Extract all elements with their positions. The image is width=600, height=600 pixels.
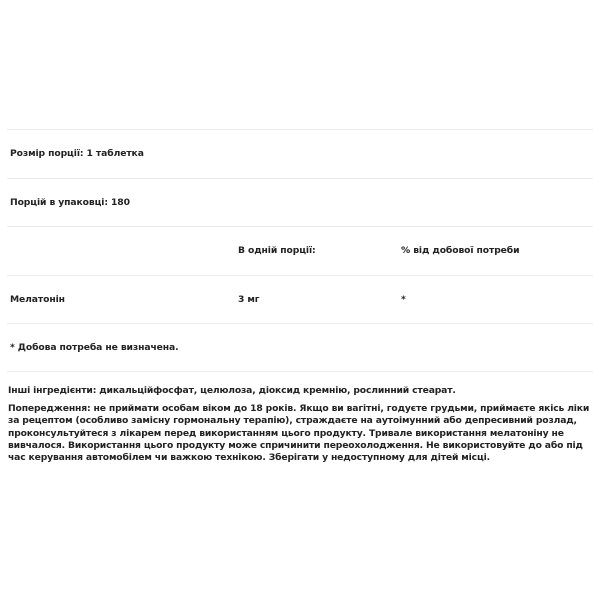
footnote-row bbox=[7, 323, 593, 372]
warning-text: Попередження: не приймати особам віком до 18 років. Якщо ви вагітні, годуєте грудьми, приймаєте якісь ліки за рецептом (особливо замісну гормональну терапію), страждаєте на аутоімунний або депресивний розлад, проконсультуйтеся з лікарем перед використанням цього продукту. Тривале використання мелатоніну не вивчалося. Використання цього продукту може спричинити переохолодження. Не використовуйте до або під час керування автомобілем чи важкою технікою. Зберігати у недоступному для дітей місці. bbox=[8, 403, 590, 464]
header-daily-value: % від добової потреби bbox=[401, 245, 520, 256]
table-header-row bbox=[7, 226, 593, 275]
supplement-facts-table bbox=[7, 129, 593, 372]
header-per-serving: В одній порції: bbox=[238, 245, 316, 256]
servings-per-container: Порцій в упаковці: 180 bbox=[10, 196, 130, 208]
product-notes bbox=[8, 385, 598, 470]
serving-size-row bbox=[7, 129, 593, 178]
other-ingredients: Інші інгредієнти: дикальційфосфат, целюлоза, діоксид кремнію, рослинний стеарат. bbox=[8, 385, 456, 396]
ingredient-daily-value: * bbox=[401, 293, 406, 305]
servings-per-container-row bbox=[7, 178, 593, 227]
ingredient-amount: 3 мг bbox=[238, 293, 260, 305]
serving-size: Розмір порції: 1 таблетка bbox=[10, 148, 144, 159]
daily-value-footnote: * Добова потреба не визначена. bbox=[10, 342, 179, 353]
table-row bbox=[7, 275, 593, 324]
ingredient-name: Мелатонін bbox=[10, 293, 65, 305]
